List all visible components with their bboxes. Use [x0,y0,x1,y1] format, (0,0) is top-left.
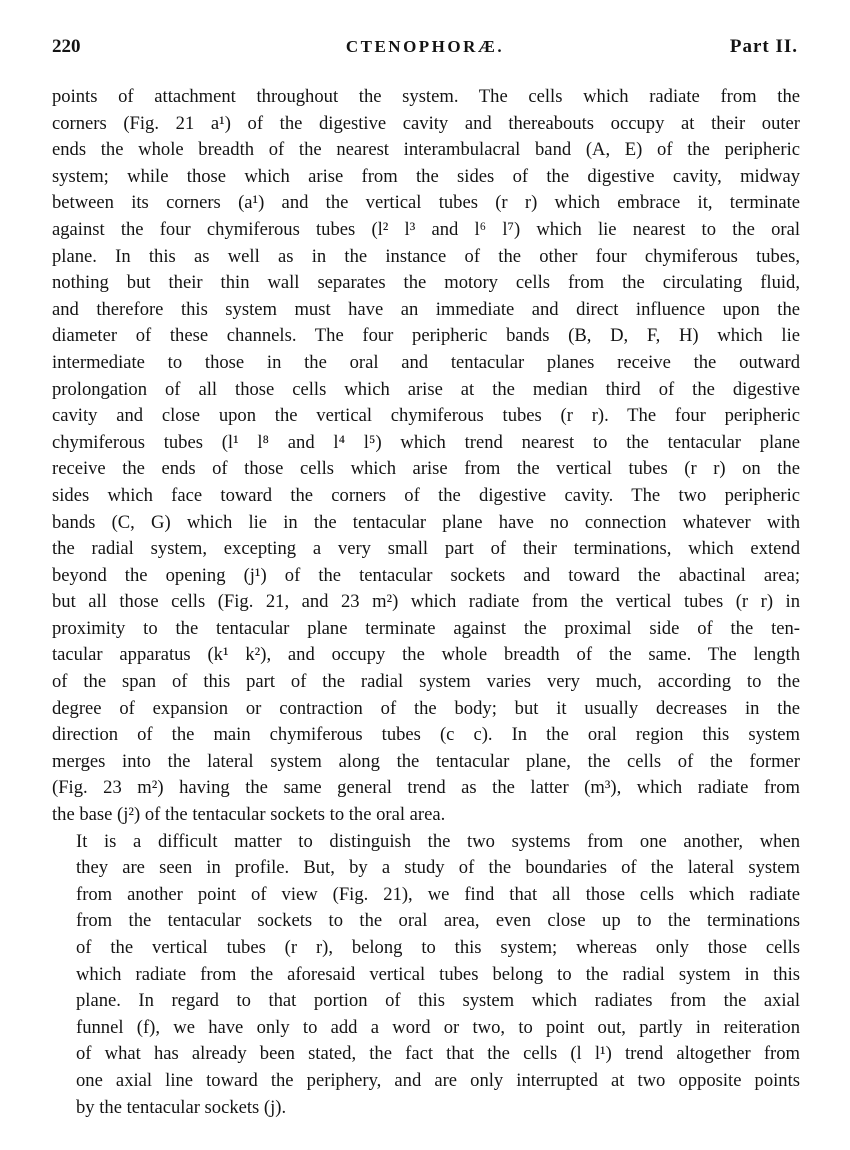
text-line: (Fig. 23 m²) having the same general trend as the latter (m³), which radiate from [52,777,800,799]
text-line: and therefore this system must have an immediate and direct influence upon the [52,298,800,320]
text-line: tacular apparatus (k¹ k²), and occupy the whole breadth of the same. The length [52,644,800,666]
text-line: plane. In this as well as in the instance of the other four chymiferous tubes, [52,245,800,267]
text-line: sides which face toward the corners of the digestive cavity. The two peripheric [52,484,800,506]
paragraph-2 [52,829,800,1122]
text-line: of the vertical tubes (r r), belong to this system; whereas only those cells [76,937,800,958]
text-line: corners (Fig. 21 a¹) of the digestive cavity and thereabouts occupy at their outer [52,112,800,134]
text-line: intermediate to those in the oral and tentacular planes receive the outward [52,351,800,373]
text-line: plane. In regard to that portion of this system which radiates from the axial [76,990,800,1012]
text-line: against the four chymiferous tubes (l² l³ and l⁶ l⁷) which lie nearest to the oral [52,218,800,240]
page-header [52,36,798,64]
text-line: which radiate from the aforesaid vertical tubes belong to the radial system in this [76,963,800,985]
text-line: from another point of view (Fig. 21), we find that all those cells which radiate [76,883,800,905]
text-line: system; while those which arise from the sides of the digestive cavity, midway [52,165,800,187]
page-number: 220 [52,36,81,57]
text-line: between its corners (a¹) and the vertical tubes (r r) which embrace it, terminate [52,192,800,214]
text-line: by the tentacular sockets (j). [76,1096,287,1118]
text-line: points of attachment throughout the system. The cells which radiate from the [52,86,800,107]
part-label: Part II. [729,36,798,57]
text-line: cavity and close upon the vertical chymiferous tubes (r r). The four peripheric [52,405,800,427]
text-line: diameter of these channels. The four peripheric bands (B, D, F, H) which lie [52,325,800,347]
running-head: CTENOPHORÆ. [345,37,505,56]
text-line: the base (j²) of the tentacular sockets to the oral area. [52,804,446,826]
paragraph-1 [52,84,800,829]
text-line: of the span of this part of the radial system varies very much, according to the [52,671,800,693]
text-line: chymiferous tubes (l¹ l⁸ and l⁴ l⁵) which trend nearest to the tentacular plane [52,431,800,453]
text-line: from the tentacular sockets to the oral area, even close up to the terminations [76,910,800,932]
text-line: funnel (f), we have only to add a word or two, to point out, partly in reiteration [76,1016,800,1038]
text-line: degree of expansion or contraction of the body; but it usually decreases in the [52,697,800,719]
text-line: ends the whole breadth of the nearest interambulacral band (A, E) of the peripheric [52,139,800,161]
text-line: bands (C, G) which lie in the tentacular plane have no connection whatever with [52,511,800,533]
text-line: of what has already been stated, the fact that the cells (l l¹) trend altogether from [76,1043,800,1065]
text-line: the radial system, excepting a very small part of their terminations, which extend [52,538,800,560]
body-text [52,84,800,1121]
text-line: proximity to the tentacular plane terminate against the proximal side of the ten- [52,617,800,639]
text-line: nothing but their thin wall separates the motory cells from the circulating fluid, [52,272,800,294]
text-line: beyond the opening (j¹) of the tentacular sockets and toward the abactinal area; [52,564,800,586]
text-line: merges into the lateral system along the tentacular plane, the cells of the former [52,750,800,772]
text-line: one axial line toward the periphery, and are only interrupted at two opposite points [76,1069,800,1091]
text-line: they are seen in profile. But, by a study of the boundaries of the lateral system [76,857,800,879]
text-line: direction of the main chymiferous tubes (c c). In the oral region this system [52,724,800,746]
text-line: prolongation of all those cells which arise at the median third of the digestive [52,378,800,400]
text-line: It is a difficult matter to distinguish the two systems from one another, when [76,830,800,852]
text-line: but all those cells (Fig. 21, and 23 m²) which radiate from the vertical tubes (r r) in [52,591,800,613]
text-line: receive the ends of those cells which arise from the vertical tubes (r r) on the [52,458,800,480]
